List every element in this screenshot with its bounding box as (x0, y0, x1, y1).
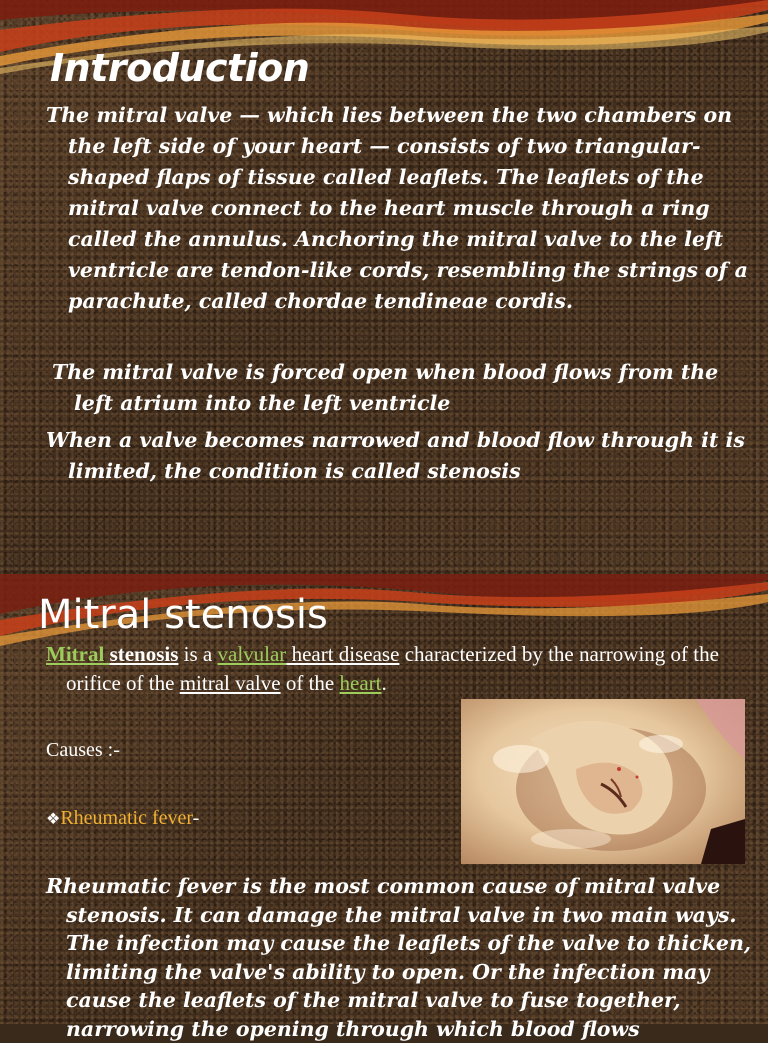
link-mitral-valve[interactable]: mitral valve (179, 671, 281, 695)
intro-paragraph-1: The mitral valve — which lies between the two chambers on the left side of your heart — consists of two triangular-shaped flaps of tissue called leaflets. The leaflets of the mitral valve connect to the heart muscle through a ring called the annulus. Anchoring the mitral valve to the left ventricle are tendon-like cords, resembling the strings of a parachute, called chordae tendineae cordis. (46, 103, 748, 313)
mitral-valve-photo (461, 699, 745, 864)
link-valvular[interactable]: valvular (217, 642, 287, 666)
link-heart-disease[interactable]: heart disease (286, 642, 400, 666)
definition-text-2: characterized by the narrowing of the orifice of the (66, 642, 719, 695)
cause-suffix: - (192, 807, 200, 829)
definition-text-1: is a (178, 642, 218, 666)
slide-mitral-stenosis (0, 574, 768, 1041)
definition-text-4: . (381, 671, 387, 695)
link-heart[interactable]: heart (339, 671, 382, 695)
definition-text-3: of the (280, 671, 340, 695)
intro-paragraph-3: When a valve becomes narrowed and blood flow through it is limited, the condition is called stenosis (46, 428, 745, 483)
intro-paragraph-2: The mitral valve is forced open when blood flows from the left atrium into the left ventricle (52, 360, 719, 415)
link-stenosis[interactable]: stenosis (109, 642, 179, 666)
slide-title: Introduction (50, 46, 310, 90)
definition-paragraph (46, 640, 756, 698)
link-mitral[interactable]: Mitral (46, 642, 110, 666)
slide-title: Mitral stenosis (38, 592, 328, 638)
cause-rheumatic-fever: Rheumatic fever (60, 807, 193, 829)
causes-label: Causes :- (46, 739, 120, 761)
rheumatic-fever-paragraph: Rheumatic fever is the most common cause of mitral valve stenosis. It can damage the mitral valve in two main ways. The infection may cause the leaflets of the valve to thicken, limiting the valve's ability to open. Or the infection may cause the leaflets of the mitral valve to fuse together, narrowing the opening through which blood flows (46, 874, 751, 1041)
bullet-diamond-icon: ❖ (46, 811, 61, 828)
